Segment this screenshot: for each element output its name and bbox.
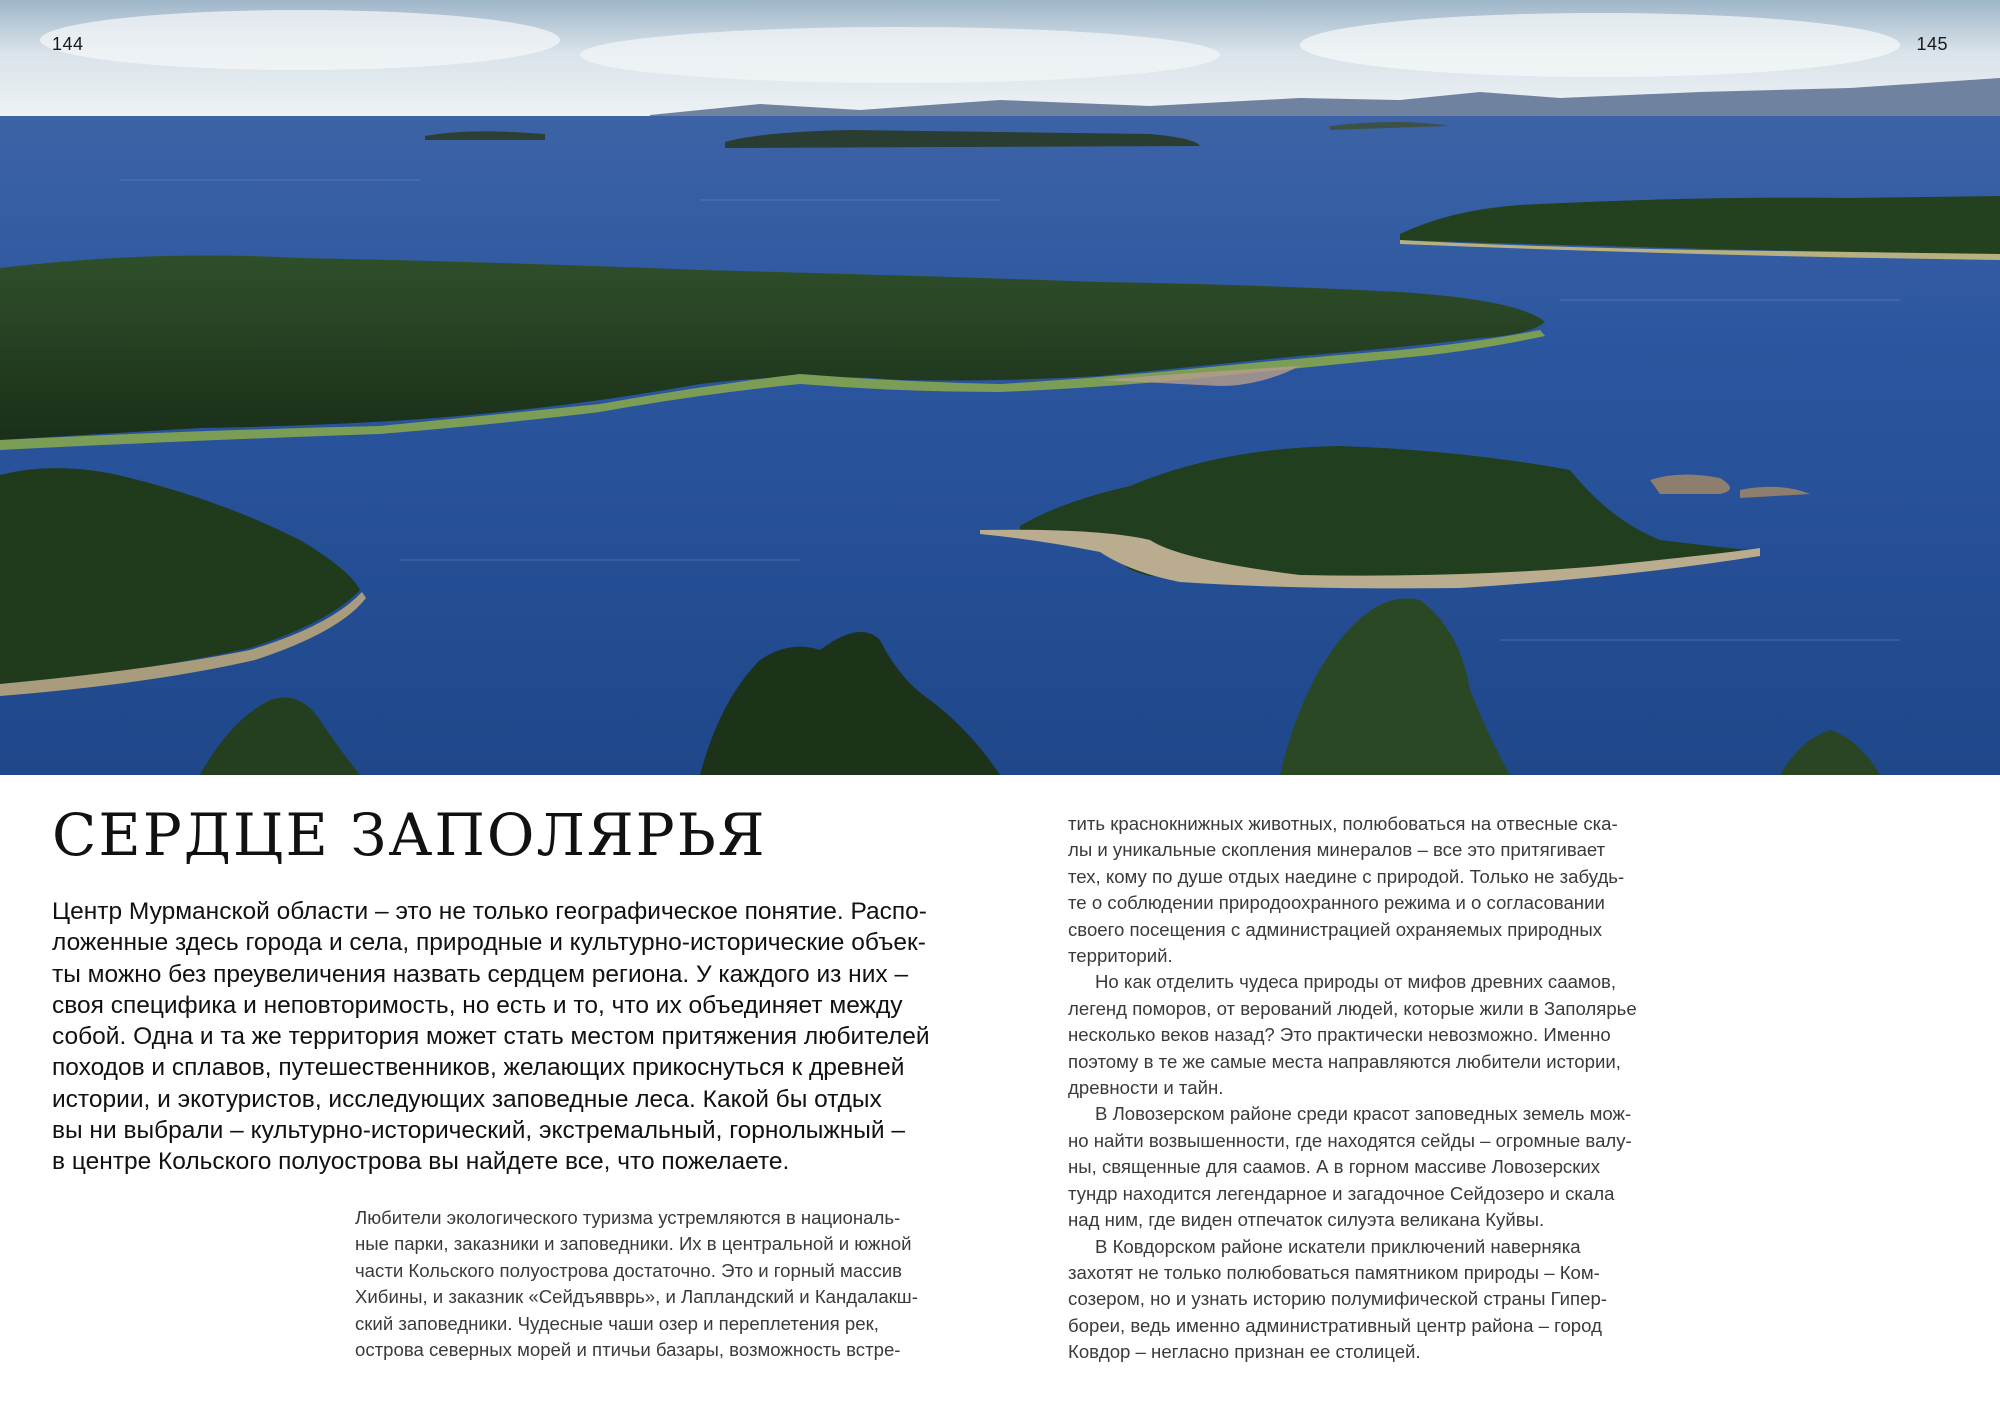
body-line: лы и уникальные скопления минералов – все это притягивает [1068, 839, 1606, 861]
body-line: Ковдор – негласно признан ее столицей. [1068, 1341, 1421, 1363]
body-line: но найти возвышенности, где находятся сейды – огромные валу- [1068, 1129, 1632, 1151]
lead-line: Центр Мурманской области – это не только географическое понятие. Распо- [52, 898, 927, 925]
lead-line: походов и сплавов, путешественников, желающих прикоснуться к древней [52, 1054, 905, 1082]
lead-line: ложенные здесь города и села, природные и культурно-исторические объек- [52, 929, 926, 957]
lead-line: в центре Кольского полуострова вы найдете все, что пожелаете. [52, 1148, 790, 1176]
body-line: те о соблюдении природоохранного режима и о согласовании [1068, 892, 1605, 914]
body-line: созером, но и узнать историю полумифической страны Гипер- [1068, 1288, 1607, 1310]
lead-line: своя специфика и неповторимость, но есть и то, что их объединяет между [52, 991, 903, 1019]
page-title: СЕРДЦЕ ЗАПОЛЯРЬЯ [52, 801, 767, 869]
lead-line: ты можно без преувеличения назвать сердцем региона. У каждого из них – [52, 960, 909, 988]
body-line: тундр находится легендарное и загадочное Сейдозеро и скала [1068, 1182, 1615, 1204]
body-line: древности и тайн. [1068, 1077, 1224, 1099]
body-line: захотят не только полюбоваться памятником природы – Ком- [1068, 1261, 1600, 1283]
body-line: В Ловозерском районе среди красот заповедных земель мож- [1095, 1103, 1632, 1125]
body-line: тить краснокнижных животных, полюбоваться на отвесные ска- [1068, 813, 1618, 834]
body-line: Любители экологического туризма устремляются в националь- [355, 1207, 901, 1228]
body-line: несколько веков назад? Это практически невозможно. Именно [1068, 1024, 1611, 1046]
body-column-right [1068, 811, 1648, 1366]
page-number-right: 145 [1916, 34, 1948, 54]
body-line: Но как отделить чудеса природы от мифов древних саамов, [1095, 971, 1617, 993]
body-line: ные парки, заказники и заповедники. Их в центральной и южной [355, 1233, 912, 1255]
body-line: В Ковдорском районе искатели приключений наверняка [1095, 1235, 1581, 1257]
body-line: части Кольского полуострова достаточно. Это и горный массив [355, 1259, 903, 1281]
body-line: ский заповедники. Чудесные чаши озер и переплетения рек, [355, 1312, 879, 1334]
body-line: острова северных морей и птичьи базары, возможность встре- [355, 1339, 901, 1361]
lead-paragraph [52, 896, 952, 1178]
body-line: ны, священные для саамов. А в горном массиве Ловозерских [1068, 1156, 1601, 1178]
body-column-left [355, 1205, 935, 1363]
body-line: легенд поморов, от верований людей, которые жили в Заполярье [1068, 997, 1637, 1019]
body-line: Хибины, и заказник «Сейдъявврь», и Лапландский и Кандалакш- [355, 1286, 918, 1308]
body-line: бореи, ведь именно административный центр района – город [1068, 1314, 1602, 1336]
page-number-left: 144 [52, 34, 84, 54]
body-line: территорий. [1068, 945, 1173, 967]
lead-line: истории, и экотуристов, исследующих заповедные леса. Какой бы отдых [52, 1085, 882, 1113]
lead-line: собой. Одна и та же территория может стать местом притяжения любителей [52, 1023, 930, 1051]
body-line: тех, кому по душе отдых наедине с природой. Только не забудь- [1068, 865, 1625, 887]
body-line: поэтому в те же самые места направляются любители истории, [1068, 1050, 1621, 1072]
lead-line: вы ни выбрали – культурно-исторический, экстремальный, горнолыжный – [52, 1117, 906, 1145]
body-line: над ним, где виден отпечаток силуэта великана Куйвы. [1068, 1209, 1545, 1231]
body-line: своего посещения с администрацией охраняемых природных [1068, 918, 1603, 940]
